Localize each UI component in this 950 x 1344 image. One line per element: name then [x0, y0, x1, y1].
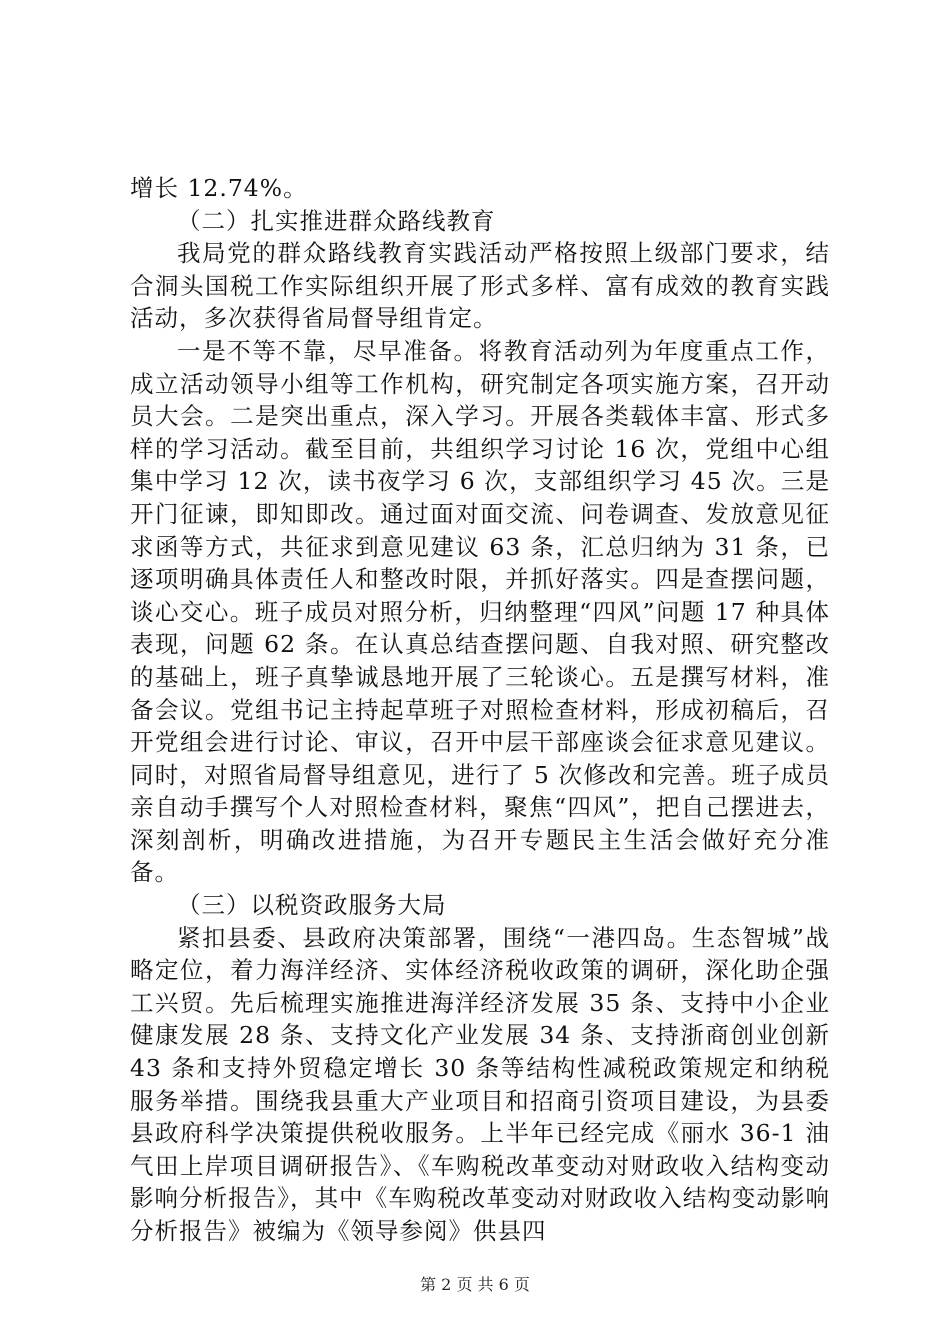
paragraph-continuation: 增长 12.74%。: [130, 174, 308, 202]
paragraph-steps: 一是不等不靠，尽早准备。将教育活动列为年度重点工作，成立活动领导小组等工作机构，研究制定各项实施方案，召开动员大会。二是突出重点，深入学习。开展各类载体丰富、形式多样的学习活动。截至目前，共组织学习讨论 16 次，党组中心组集中学习 12 次，读书夜学习 6 次，支部组织学习 45 次。三是开门征谏，即知即改。通过面对面交流、问卷调查、发放意见征求函等方式，共征求到意见建议 63 条，汇总归纳为 31 条，已逐项明确具体责任人和整改时限，并抓好落实。四是查摆问题，谈心交心。班子成员对照分析，归纳整理“四风”问题 17 种具体表现，问题 62 条。在认真总结查摆问题、自我对照、研究整改的基础上，班子真挚诚恳地开展了三轮谈心。五是撰写材料，准备会议。党组书记主持起草班子对照检查材料，形成初稿后，召开党组会进行讨论、审议，召开中层干部座谈会征求意见建议。同时，对照省局督导组意见，进行了 5 次修改和完善。班子成员亲自动手撰写个人对照检查材料，聚焦“四风”，把自己摆进去，深刻剖析，明确改进措施，为召开专题民主生活会做好充分准备。: [130, 336, 830, 887]
section-heading-3: （三）以税资政服务大局: [177, 891, 447, 920]
document-body: [130, 172, 830, 1248]
paragraph-tax-service: 紧扣县委、县政府决策部署，围绕“一港四岛。生态智城”战略定位，着力海洋经济、实体经济税收政策的调研，深化助企强工兴贸。先后梳理实施推进海洋经济发展 35 条、支持中小企业健康发展 28 条、支持文化产业发展 34 条、支持浙商创业创新 43 条和支持外贸稳定增长 30 条等结构性减税政策规定和纳税服务举措。围绕我县重大产业项目和招商引资项目建设，为县委县政府科学决策提供税收服务。上半年已经完成《丽水 36-1 油气田上岸项目调研报告》、《车购税改革变动对财政收入结构变动影响分析报告》，其中《车购税改革变动对财政收入结构变动影响分析报告》被编为《领导参阅》供县四: [130, 923, 830, 1245]
page-number-footer: 第 2 页 共 6 页: [420, 1275, 530, 1294]
paragraph-intro: 我局党的群众路线教育实践活动严格按照上级部门要求，结合洞头国税工作实际组织开展了形式多样、富有成效的教育实践活动，多次获得省局督导组肯定。: [130, 239, 830, 333]
section-heading-2: （二）扎实推进群众路线教育: [177, 206, 496, 235]
